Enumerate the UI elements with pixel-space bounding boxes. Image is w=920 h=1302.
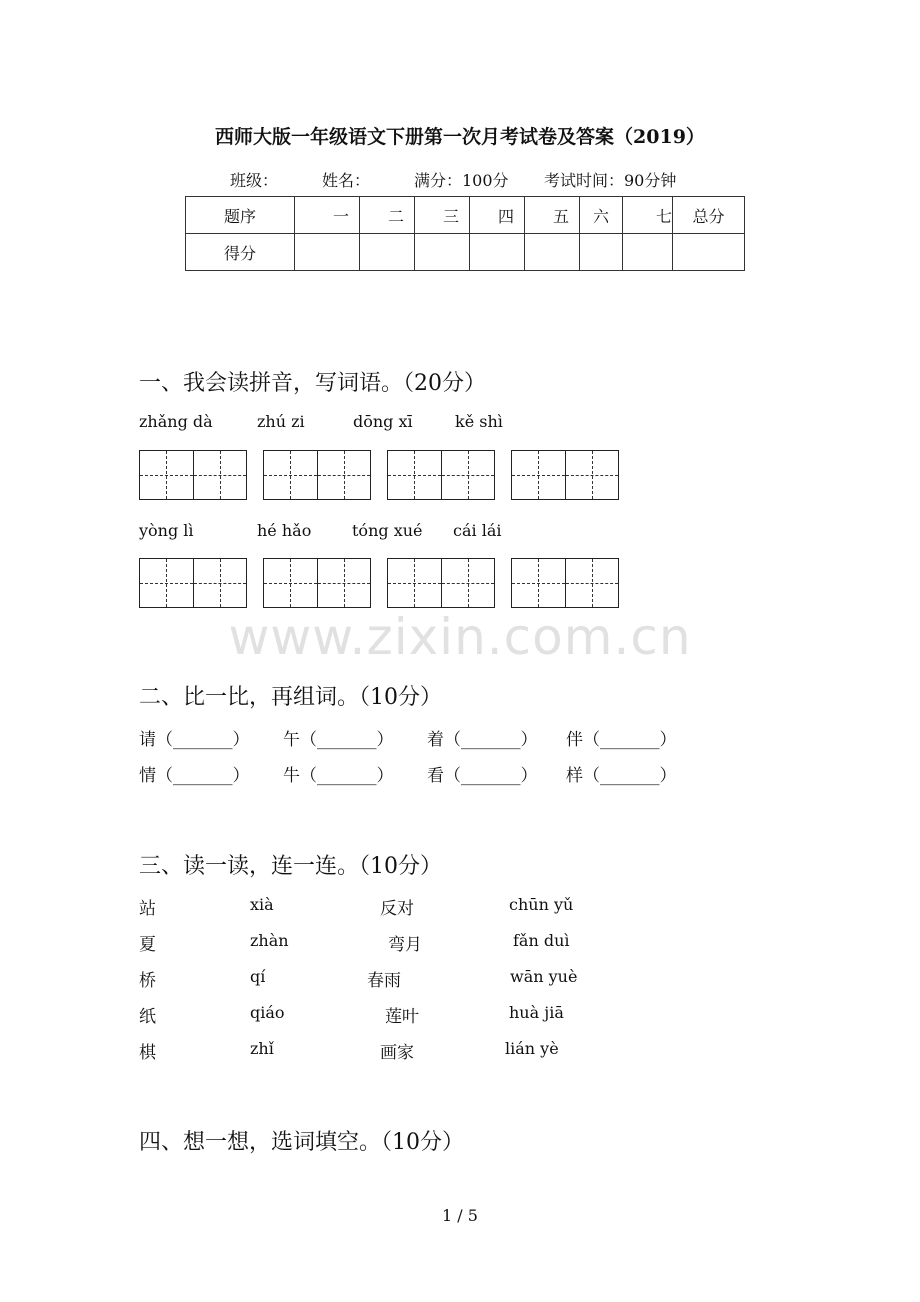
match-char[interactable]: 站 [139,899,156,919]
section2-heading: 二、比一比，再组词。（10分） [139,685,442,710]
match-char[interactable]: 夏 [139,935,156,955]
match-word[interactable]: 春雨 [367,971,401,991]
tianzige-box[interactable] [139,558,247,608]
match-char[interactable]: 棋 [139,1043,156,1063]
match-word[interactable]: 反对 [380,899,414,919]
tianzige-box[interactable] [387,450,495,500]
match-word-pinyin[interactable]: lián yè [505,1039,559,1058]
header-cell: 二 [360,197,415,234]
name-label: 姓名： [322,171,371,190]
score-cell[interactable] [673,234,745,271]
match-pinyin[interactable]: zhàn [250,931,289,950]
header-cell: 四 [470,197,525,234]
pinyin-3: dōng xī [353,412,413,431]
table-row [186,197,745,234]
match-word-pinyin[interactable]: chūn yǔ [509,895,574,914]
header-cell: 题序 [186,197,295,234]
table-row [186,234,745,271]
match-word[interactable]: 莲叶 [385,1007,419,1027]
header-cell: 七 [623,197,673,234]
header-cell: 五 [525,197,580,234]
match-word-pinyin[interactable]: wān yuè [510,967,578,986]
match-word-pinyin[interactable]: huà jiā [509,1003,564,1022]
header-cell: 一 [295,197,360,234]
watermark: www.zixin.com.cn [228,608,692,666]
word-blank[interactable]: 着（_______） [427,730,538,750]
header-cell: 三 [415,197,470,234]
word-blank[interactable]: 伴（_______） [566,730,677,750]
match-word[interactable]: 弯月 [388,935,422,955]
writing-grid-row [139,450,635,500]
page-title: 西师大版一年级语文下册第一次月考试卷及答案（2019） [215,126,705,148]
tianzige-box[interactable] [511,450,619,500]
pinyin-7: tóng xué [352,521,423,540]
score-cell[interactable] [470,234,525,271]
exam-time: 考试时间：90分钟 [544,171,677,190]
writing-grid-row [139,558,635,608]
class-label: 班级： [230,171,279,190]
match-char[interactable]: 纸 [139,1007,156,1027]
pinyin-6: hé hǎo [257,521,312,540]
match-word-pinyin[interactable]: fǎn duì [513,931,570,950]
header-cell: 六 [580,197,623,234]
match-pinyin[interactable]: zhǐ [250,1039,274,1058]
score-cell[interactable] [295,234,360,271]
tianzige-box[interactable] [263,558,371,608]
pinyin-5: yòng lì [139,521,194,540]
score-cell[interactable] [415,234,470,271]
exam-info [230,168,676,191]
header-cell: 总分 [673,197,745,234]
page-number: 1 / 5 [442,1206,478,1225]
pinyin-2: zhú zi [257,412,305,431]
row-label: 得分 [186,234,295,271]
pinyin-4: kě shì [455,412,503,431]
word-blank[interactable]: 样（_______） [566,766,677,786]
score-cell[interactable] [360,234,415,271]
word-blank[interactable]: 看（_______） [427,766,538,786]
score-table [185,196,745,271]
match-char[interactable]: 桥 [139,971,156,991]
section1-heading: 一、我会读拼音，写词语。（20分） [139,371,486,396]
tianzige-box[interactable] [387,558,495,608]
word-blank[interactable]: 牛（_______） [283,766,394,786]
pinyin-8: cái lái [453,521,502,540]
score-cell[interactable] [525,234,580,271]
full-score: 满分：100分 [414,171,509,190]
section4-heading: 四、想一想，选词填空。（10分） [139,1130,464,1155]
match-pinyin[interactable]: xià [250,895,274,914]
word-blank[interactable]: 请（_______） [139,730,250,750]
score-cell[interactable] [623,234,673,271]
match-pinyin[interactable]: qí [250,967,266,986]
section3-heading: 三、读一读，连一连。（10分） [139,854,442,879]
match-pinyin[interactable]: qiáo [250,1003,285,1022]
tianzige-box[interactable] [139,450,247,500]
pinyin-1: zhǎng dà [139,412,213,431]
tianzige-box[interactable] [263,450,371,500]
score-cell[interactable] [580,234,623,271]
match-word[interactable]: 画家 [380,1043,414,1063]
word-blank[interactable]: 午（_______） [283,730,394,750]
tianzige-box[interactable] [511,558,619,608]
word-blank[interactable]: 情（_______） [139,766,250,786]
